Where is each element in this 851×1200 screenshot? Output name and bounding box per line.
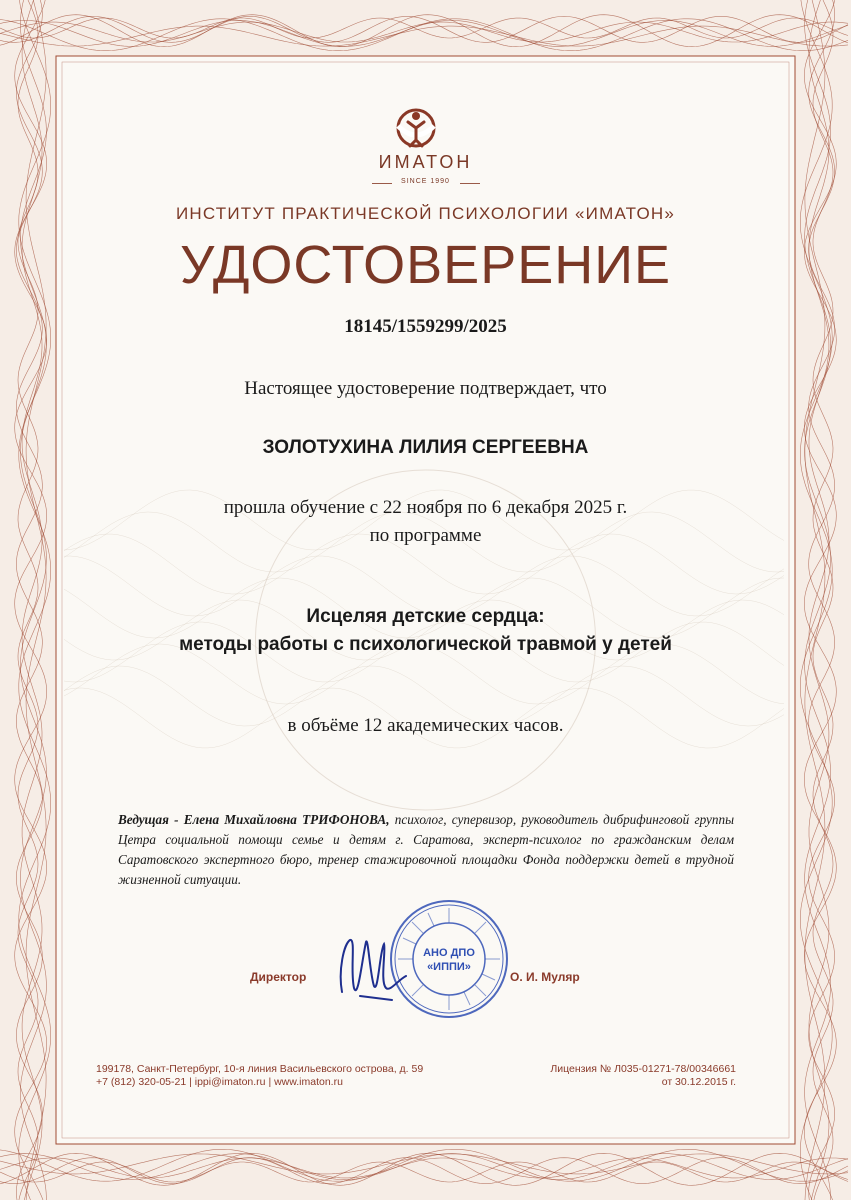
brand-since: SINCE 1990 [401, 178, 450, 185]
director-label: Директор [250, 970, 307, 984]
footer-address: 199178, Санкт-Петербург, 10-я линия Васильевского острова, д. 59 [96, 1063, 424, 1075]
footer-license-date: от 30.12.2015 г. [661, 1076, 736, 1088]
institute-name: ИНСТИТУТ ПРАКТИЧЕСКОЙ ПСИХОЛОГИИ «ИМАТОН» [175, 204, 676, 223]
stamp-text-line2: «ИППИ» [427, 961, 471, 973]
lead-trainer-description: психолог, супервизор, руководитель дибрифинговой группы Цетра социальной помощи семье и детям г. Саратова, эксперт-психолог по гражданским делам Саратовского экспертного бюро, тренер стажировочной площадки Фонда поддержки детей в трудной жизненной ситуации. [118, 812, 734, 887]
footer-license: Лицензия № Л035-01271-78/00346661 [550, 1063, 736, 1075]
program-title-line2: методы работы с психологической травмой у детей [179, 634, 672, 655]
document-title: УДОСТОВЕРЕНИЕ [179, 235, 672, 295]
lead-trainer-label: Ведущая - Елена Михайловна ТРИФОНОВА, [118, 812, 390, 827]
stamp-text-line1: АНО ДПО [423, 947, 475, 959]
program-label: по программе [369, 525, 482, 546]
certificate-number: 18145/1559299/2025 [344, 316, 507, 337]
director-signature [320, 930, 420, 1010]
program-title-line1: Исцеляя детские сердца: [306, 606, 545, 627]
hours-text: в объёме 12 академических часов. [287, 715, 564, 736]
divider [460, 183, 480, 184]
holder-name: ЗОЛОТУХИНА ЛИЛИЯ СЕРГЕЕВНА [262, 437, 589, 458]
lead-trainer-text [118, 810, 734, 890]
training-period: прошла обучение с 22 ноября по 6 декабря 2025 г. [223, 497, 628, 518]
brand-name: ИМАТОН [378, 152, 473, 172]
director-name: О. И. Муляр [510, 970, 580, 984]
intro-text: Настоящее удостоверение подтверждает, что [244, 378, 607, 399]
footer-contacts: +7 (812) 320-05-21 | ippi@imaton.ru | www.imaton.ru [96, 1076, 343, 1088]
imaton-logo-icon [390, 104, 442, 152]
